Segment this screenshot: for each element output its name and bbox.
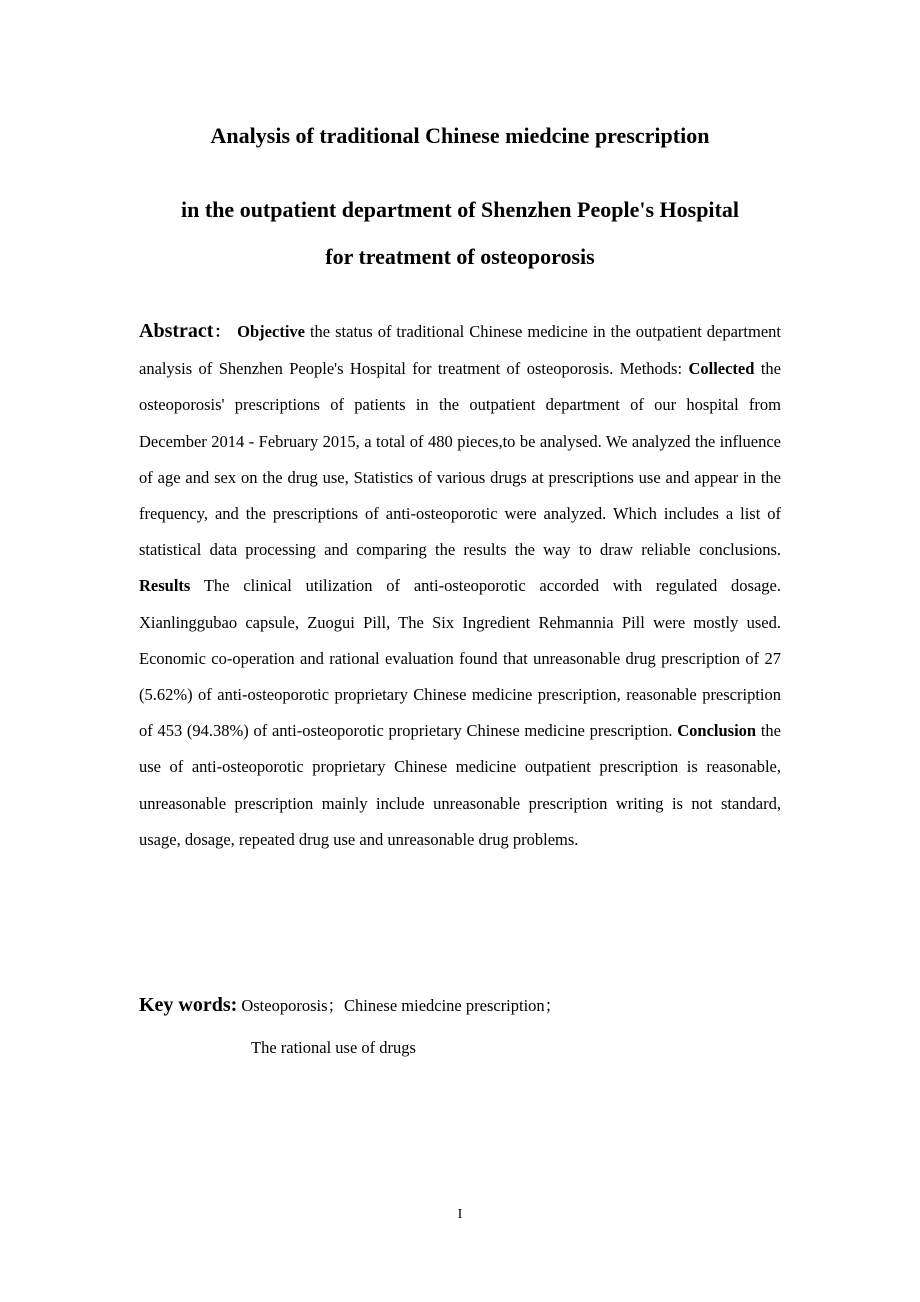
conclusion-label: Conclusion	[677, 721, 757, 741]
collected-label: Collected	[688, 359, 755, 379]
keywords-list-2: The rational use of drugs	[251, 1038, 416, 1057]
objective-text: the status of traditional Chinese medicine in the outpatient department analysis of Shenzhen People's Hospital for treatment of osteoporosis. Methods:	[139, 322, 781, 379]
results-text: The clinical utilization of anti-osteoporotic accorded with regulated dosage. Xianlinggubao capsule, Zuogui Pill, The Six Ingredient Rehmannia Pill were mostly used. Economic co-operation and rational evaluation found that unreasonable drug prescription of 27 (5.62%) of anti-osteoporotic proprietary Chinese medicine prescription, reasonable prescription of 453 (94.38%) of anti-osteoporotic proprietary Chinese medicine prescription.	[139, 576, 781, 741]
title-line-3: for treatment of osteoporosis	[325, 244, 595, 269]
title-line-1: Analysis of traditional Chinese miedcine prescription	[210, 123, 710, 148]
keywords-heading: Key words:	[139, 994, 238, 1016]
conclusion-text: the use of anti-osteoporotic proprietary Chinese medicine outpatient prescription is reasonable, unreasonable prescription mainly include unreasonable prescription writing is not standard, usage, dosage, repeated drug use and unreasonable drug problems.	[139, 721, 781, 849]
page-number: I	[457, 1207, 463, 1222]
keywords-list-1: Osteoporosis；Chinese miedcine prescription；	[241, 996, 562, 1015]
methods-text: the osteoporosis' prescriptions of patients in the outpatient department of our hospital from December 2014 - February 2015, a total of 480 pieces,to be analysed. We analyzed the influence of age and sex on the drug use, Statistics of various drugs at prescriptions use and appear in the frequency, and the prescriptions of anti-osteoporotic were analyzed. Which includes a list of statistical data processing and comparing the results the way to draw reliable conclusions.	[139, 359, 781, 560]
title-line-2: in the outpatient department of Shenzhen People's Hospital	[181, 197, 739, 222]
abstract-paragraph	[139, 313, 781, 858]
abstract-heading: Abstract	[139, 320, 214, 342]
results-label: Results	[139, 576, 191, 596]
objective-label: Objective	[237, 322, 305, 341]
keywords-line	[139, 991, 781, 1020]
abstract-colon: ：	[213, 324, 232, 341]
